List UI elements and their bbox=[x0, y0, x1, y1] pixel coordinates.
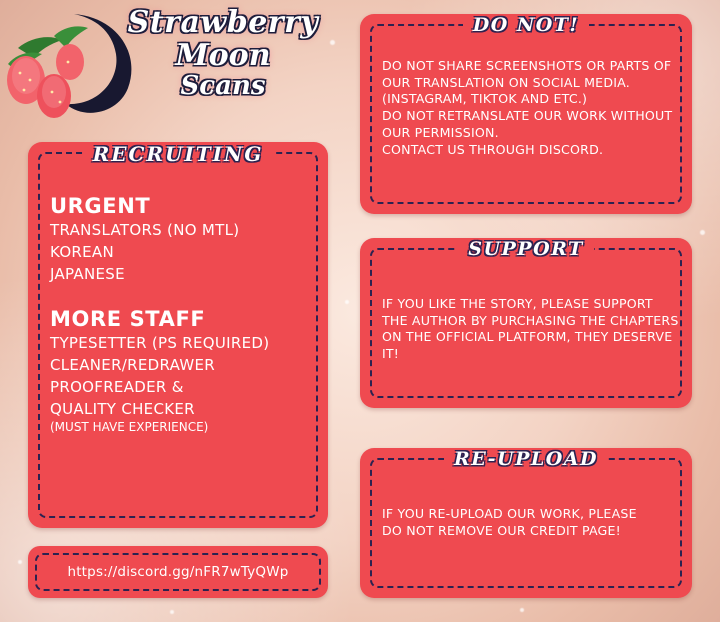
recruiting-title bbox=[40, 142, 316, 166]
do-not-line-3: DO NOT RETRANSLATE OUR WORK WITHOUT bbox=[382, 108, 673, 124]
more-item-3: QUALITY CHECKER bbox=[50, 400, 195, 418]
more-item-1: CLEANER/REDRAWER bbox=[50, 356, 215, 374]
sparkle-icon bbox=[170, 610, 174, 614]
support-line-0: IF YOU LIKE THE STORY, PLEASE SUPPORT bbox=[382, 296, 653, 311]
urgent-item-1: KOREAN bbox=[50, 243, 115, 261]
logo-title bbox=[108, 5, 338, 102]
reupload-title-text: RE-UPLOAD bbox=[444, 448, 608, 470]
logo-line-3: Scans bbox=[180, 71, 266, 102]
experience-note: (MUST HAVE EXPERIENCE) bbox=[50, 420, 209, 434]
more-item-0: TYPESETTER (PS REQUIRED) bbox=[50, 334, 270, 352]
urgent-item-0: TRANSLATORS (NO MTL) bbox=[50, 221, 240, 239]
sparkle-icon bbox=[18, 560, 22, 564]
discord-url[interactable]: https://discord.gg/nFR7wTyQWp bbox=[67, 564, 289, 580]
do-not-line-5: CONTACT US THROUGH DISCORD. bbox=[382, 141, 604, 157]
support-card bbox=[360, 238, 692, 408]
support-line-3: IT! bbox=[382, 346, 400, 362]
do-not-line-1: OUR TRANSLATION ON SOCIAL MEDIA. bbox=[382, 74, 630, 90]
reupload-line-1: DO NOT REMOVE OUR CREDIT PAGE! bbox=[382, 522, 621, 538]
reupload-title bbox=[372, 448, 680, 470]
urgent-heading: URGENT bbox=[50, 194, 151, 218]
logo bbox=[0, 0, 350, 140]
do-not-line-4: OUR PERMISSION. bbox=[382, 124, 499, 140]
support-line-2: ON THE OFFICIAL PLATFORM, THEY DESERVE bbox=[382, 329, 673, 345]
sparkle-icon bbox=[520, 608, 524, 612]
recruiting-content bbox=[50, 194, 312, 446]
logo-line-1: Strawberry bbox=[127, 5, 319, 40]
do-not-title bbox=[372, 14, 680, 36]
strawberry-icon bbox=[0, 18, 100, 130]
recruiting-title-text: RECRUITING bbox=[83, 142, 274, 166]
sparkle-icon bbox=[345, 300, 349, 304]
do-not-line-2: (INSTAGRAM, TIKTOK AND ETC.) bbox=[382, 91, 588, 107]
logo-line-2: Moon bbox=[175, 37, 271, 73]
reupload-line-0: IF YOU RE-UPLOAD OUR WORK, PLEASE bbox=[382, 506, 637, 521]
sparkle-icon bbox=[700, 230, 705, 235]
do-not-body bbox=[382, 58, 678, 158]
reupload-body bbox=[382, 506, 676, 539]
do-not-card bbox=[360, 14, 692, 214]
spacer bbox=[50, 287, 312, 307]
more-item-2: PROOFREADER & bbox=[50, 378, 184, 396]
support-body bbox=[382, 296, 679, 363]
discord-link-card[interactable] bbox=[28, 546, 328, 598]
recruiting-card bbox=[28, 142, 328, 528]
support-title-text: SUPPORT bbox=[458, 238, 594, 260]
support-title bbox=[372, 238, 680, 260]
reupload-card bbox=[360, 448, 692, 598]
support-line-1: THE AUTHOR BY PURCHASING THE CHAPTERS bbox=[382, 312, 679, 328]
more-staff-heading: MORE STAFF bbox=[50, 307, 206, 331]
do-not-title-text: DO NOT! bbox=[463, 14, 590, 36]
urgent-item-2: JAPANESE bbox=[50, 265, 125, 283]
do-not-line-0: DO NOT SHARE SCREENSHOTS OR PARTS OF bbox=[382, 58, 672, 73]
